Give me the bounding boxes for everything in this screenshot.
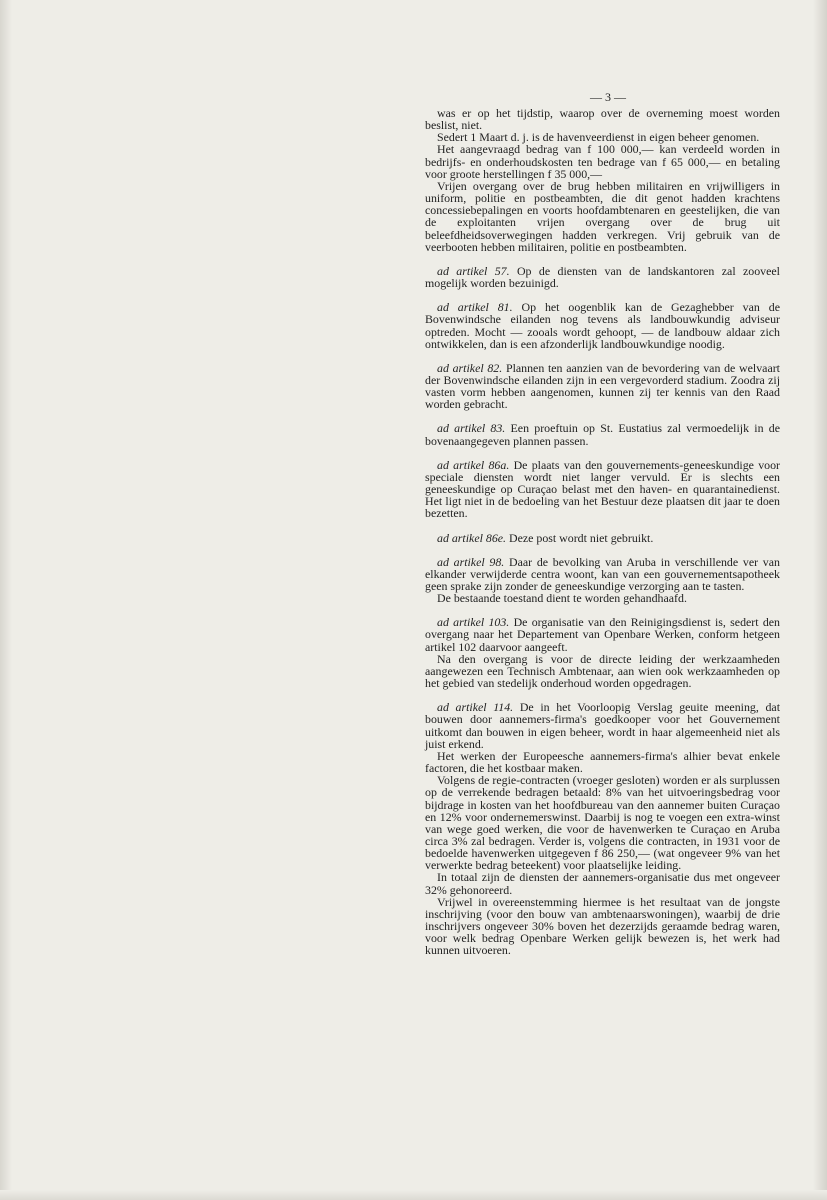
paragraph-text: Op het oogenblik kan de Gezaghebber van de Bovenwindsche eilanden nog tevens als landbouwkundig adviseur optreden. Mocht — zooals wordt gehoopt, — de landbouw aldaar zich ontwikkelen, dan is een afzonderlijk landbouwkundige noodig. bbox=[425, 300, 780, 351]
paragraph bbox=[425, 774, 780, 871]
paragraph-text: Plannen ten aanzien van de bevordering van de welvaart der Bovenwindsche eilanden zijn in een vergevorderd stadium. Zoodra zij vasten vorm hebben aangenomen, kunnen zij ter kennis van den Raad worden gebracht. bbox=[425, 360, 780, 412]
paragraph-text: Volgens de regie-contracten (vroeger gesloten) worden er als surplussen op de verrekende bedragen betaald: 8% van het uitvoeringsbedrag voor bijdrage in kosten van het hoofdbureau van den aannemer buiten Curaçao en 12% voor ondernemerswinst. Daarbij is nog te voegen een extra-winst van wege goed werken, die voor de havenwerken te Curaçao en Aruba circa 3% zal bedragen. Verder is, volgens die contracten, in 1931 voor de bedoelde havenwerken uitgegeven f 86 250,— (wat ongeveer 9% van het verwerkte bedrag beteekent) voor plaatselijke leiding. bbox=[425, 773, 780, 873]
paragraph-text: Sedert 1 Maart d. j. is de havenveerdienst in eigen beheer genomen. bbox=[437, 130, 760, 145]
page-edge-right bbox=[813, 0, 827, 1200]
article-paragraph bbox=[425, 362, 780, 411]
paragraph-text: Een proeftuin op St. Eustatius zal vermoedelijk in de bovenaangegeven plannen passen. bbox=[425, 421, 780, 448]
article-paragraph bbox=[425, 301, 780, 350]
paragraph-text: In totaal zijn de diensten der aannemers-organisatie dus met ongeveer 32% gehonoreerd. bbox=[425, 870, 780, 897]
paragraph bbox=[425, 750, 780, 774]
article-paragraph bbox=[425, 556, 780, 592]
article-label: ad artikel 86a. bbox=[437, 457, 510, 472]
page-edge-left bbox=[0, 0, 12, 1200]
article-label: ad artikel 57. bbox=[437, 263, 510, 278]
article-paragraph bbox=[425, 701, 780, 750]
paragraph bbox=[425, 871, 780, 895]
article-label: ad artikel 81. bbox=[437, 300, 513, 315]
paragraph-text: Vrijwel in overeenstemming hiermee is het resultaat van de jongste inschrijving (voor den bouw van ambtenaarswoningen), waarbij de drie inschrijvers ongeveer 30% boven het dezerzijds geraamde bedrag waren, voor welk bedrag Openbare Werken gelijk bewezen is, het werk had kunnen uitvoeren. bbox=[425, 894, 780, 958]
paragraph-text: De bestaande toestand dient te worden gehandhaafd. bbox=[437, 591, 687, 606]
paragraph-text: was er op het tijdstip, waarop over de overneming moest worden beslist, niet. bbox=[425, 106, 780, 133]
paragraph-text: Na den overgang is voor de directe leiding der werkzaamheden aangewezen een Technisch Ambtenaar, aan wien ook werkzaamheden op het gebied van stedelijk onderhoud worden opgedragen. bbox=[425, 651, 780, 691]
body-text bbox=[425, 107, 780, 957]
paragraph-text: Op de diensten van de landskantoren zal zooveel mogelijk worden bezuinigd. bbox=[425, 263, 780, 291]
article-paragraph bbox=[425, 459, 780, 520]
paragraph-text: De plaats van den gouvernements-geneeskundige voor speciale diensten wordt niet langer vervuld. Er is slechts een geneeskundige op Curaçao belast met den haven- en quarantainedienst. Het ligt niet in de bedoeling van het Bestuur deze plaatsen dit jaar te doen bezetten. bbox=[425, 457, 780, 521]
paragraph bbox=[425, 653, 780, 689]
paragraph bbox=[425, 592, 780, 604]
paragraph-text: Deze post wordt niet gebruikt. bbox=[509, 530, 654, 545]
paragraph-text: Vrijen overgang over de brug hebben militairen en vrijwilligers in uniform, politie en postbeambten, die dit genot hadden krachtens concessiebepalingen en voorts hoofdambtenaren en geestelijken, die van de exploitanten vrijen overgang over de brug uit beleefdheidsoverwegingen hadden verkregen. Vrij gebruik van de veerbooten hebben militairen, politie en postbeambten. bbox=[425, 178, 780, 254]
paragraph-text: De organisatie van den Reinigingsdienst is, sedert den overgang naar het Departement van Openbare Werken, conform hetgeen artikel 102 daarvoor aangeeft. bbox=[425, 615, 780, 654]
paragraph bbox=[425, 107, 780, 131]
paragraph bbox=[425, 896, 780, 957]
paragraph-text: De in het Voorloopig Verslag geuite meening, dat bouwen door aannemers-firma's goedkooper voor het Gouvernement uitkomt dan bouwen in eigen beheer, wordt in haar algemeenheid niet als juist erkend. bbox=[425, 700, 780, 751]
paragraph-text: Het aangevraagd bedrag van f 100 000,— kan verdeeld worden in bedrijfs- en onderhoudskosten ten bedrage van f 65 000,— en betaling voor groote herstellingen f 35 000,— bbox=[425, 142, 780, 181]
article-label: ad artikel 98. bbox=[437, 554, 505, 569]
article-label: ad artikel 83. bbox=[437, 421, 506, 436]
article-label: ad artikel 86e. bbox=[437, 530, 507, 545]
paragraph bbox=[425, 143, 780, 179]
page-number: — 3 — bbox=[590, 90, 626, 104]
page-edge-bottom bbox=[0, 1190, 827, 1200]
article-paragraph bbox=[425, 265, 780, 289]
article-label: ad artikel 114. bbox=[437, 700, 514, 715]
paragraph-text: Het werken der Europeesche aannemers-firma's alhier bevat enkele factoren, die het kostbaar maken. bbox=[425, 748, 780, 776]
article-paragraph bbox=[425, 422, 780, 446]
article-paragraph bbox=[425, 616, 780, 652]
article-paragraph bbox=[425, 532, 780, 544]
article-label: ad artikel 82. bbox=[437, 360, 503, 375]
article-label: ad artikel 103. bbox=[437, 615, 510, 630]
paragraph bbox=[425, 180, 780, 253]
paragraph-text: Daar de bevolking van Aruba in verschillende ver van elkander verwijderde centra woont, kan van een gouvernementsapotheek geen sprake zijn zonder de geneeskundige verzorging aan te tasten. bbox=[425, 554, 780, 593]
